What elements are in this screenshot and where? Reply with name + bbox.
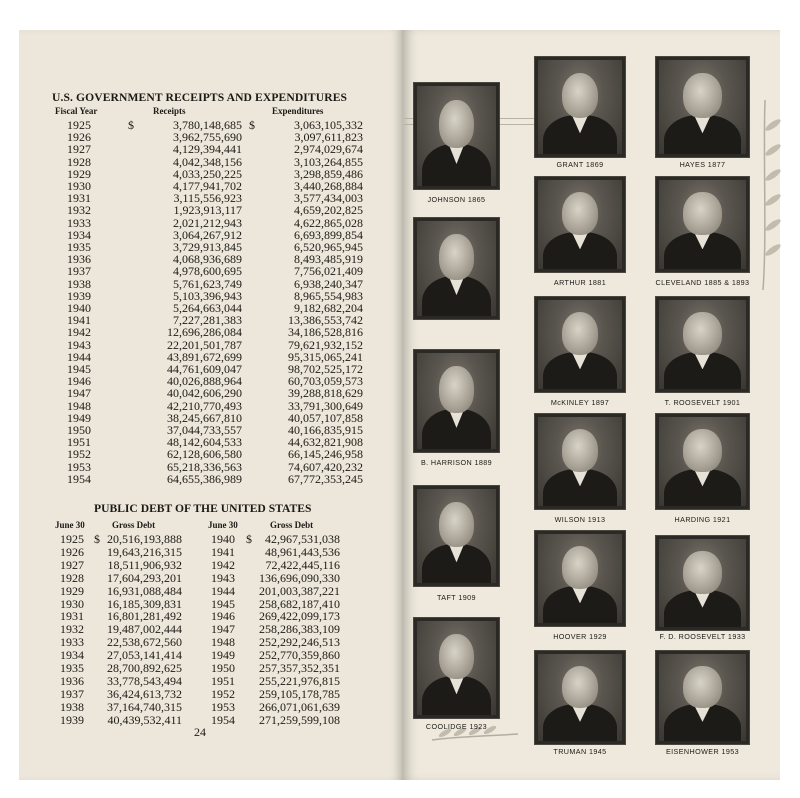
receipts-year: 1937 <box>67 264 91 279</box>
portrait-caption: B. HARRISON 1889 <box>420 458 493 467</box>
receipts-year: 1945 <box>67 362 91 376</box>
expenditures-value: 98,702,525,172 <box>288 362 363 376</box>
portrait-frame <box>534 176 626 273</box>
portrait-face <box>562 546 599 589</box>
currency-symbol: $ <box>249 118 255 132</box>
receipts-year: 1928 <box>67 154 91 169</box>
receipts-year: 1953 <box>67 459 91 474</box>
debt-year: 1927 <box>60 557 84 572</box>
expenditures-value: 74,607,420,232 <box>288 459 363 474</box>
debt-value: 20,516,193,888 <box>107 532 182 546</box>
expenditures-value: 95,315,065,241 <box>288 349 363 364</box>
debt-left-june30-header: June 30 <box>55 520 85 530</box>
debt-right-june30-header: June 30 <box>208 520 238 530</box>
debt-value: 16,801,281,492 <box>107 609 182 624</box>
debt-year: 1926 <box>60 544 84 559</box>
expenditures-value: 67,772,353,245 <box>288 471 363 486</box>
portrait-photo <box>538 534 622 623</box>
debt-year: 1944 <box>211 583 235 598</box>
portrait-face <box>439 100 474 148</box>
expenditures-value: 3,097,611,823 <box>294 130 363 145</box>
portrait-face <box>562 429 599 472</box>
receipts-value: 5,761,623,749 <box>173 276 242 291</box>
portrait-caption: HARDING 1921 <box>674 515 731 524</box>
portrait-photo <box>417 489 496 583</box>
debt-value: 18,511,906,932 <box>107 557 182 572</box>
receipts-value: 37,044,733,557 <box>167 423 242 437</box>
portrait-caption: GRANT 1869 <box>556 160 604 169</box>
debt-year: 1928 <box>60 570 84 585</box>
page-number: 24 <box>194 725 206 739</box>
portrait-caption: WILSON 1913 <box>554 515 606 524</box>
receipts-year: 1940 <box>67 301 91 315</box>
receipts-value: 4,129,394,441 <box>173 142 242 157</box>
receipts-year: 1954 <box>67 471 91 486</box>
portrait-photo <box>417 221 496 316</box>
portrait-photo <box>417 86 496 186</box>
receipts-value: 3,064,267,912 <box>173 227 242 242</box>
portrait-face <box>683 312 721 355</box>
expenditures-value: 7,756,021,409 <box>294 264 363 279</box>
debt-year: 1951 <box>211 673 235 688</box>
debt-value: 252,292,246,513 <box>259 635 340 650</box>
portrait-photo <box>659 417 746 506</box>
portrait-frame <box>534 650 626 745</box>
debt-value: 40,439,532,411 <box>107 712 182 727</box>
receipts-year: 1929 <box>67 166 91 181</box>
portrait-photo <box>417 621 496 715</box>
expenditures-value: 3,298,859,486 <box>294 166 363 181</box>
receipts-year: 1946 <box>67 374 91 389</box>
debt-value: 136,696,090,330 <box>259 570 340 585</box>
receipts-value: 4,033,250,225 <box>173 166 242 181</box>
receipts-value: 40,042,606,290 <box>167 386 242 401</box>
portrait-caption: McKINLEY 1897 <box>550 398 610 407</box>
debt-year: 1952 <box>211 686 235 701</box>
debt-year: 1930 <box>60 596 84 611</box>
debt-year: 1925 <box>60 532 84 546</box>
expenditures-value: 3,440,268,884 <box>294 179 363 193</box>
debt-year: 1953 <box>211 699 235 714</box>
expenditures-value: 3,103,264,855 <box>294 154 363 169</box>
expenditures-value: 33,791,300,649 <box>288 398 363 413</box>
debt-value: 201,003,387,221 <box>259 583 340 598</box>
portrait-frame <box>413 485 500 587</box>
laurel-ornament-icon <box>745 95 785 295</box>
portrait-face <box>562 666 599 708</box>
debt-value: 27,053,141,414 <box>107 648 182 663</box>
receipts-year: 1935 <box>67 240 91 254</box>
debt-year: 1954 <box>211 712 235 727</box>
debt-value: 28,700,892,625 <box>107 661 182 675</box>
fiscal-year-header: Fiscal Year <box>55 106 98 116</box>
debt-left-gross-header: Gross Debt <box>112 520 156 530</box>
currency-symbol: $ <box>246 532 252 546</box>
receipts-year: 1952 <box>67 447 91 462</box>
receipts-year: 1951 <box>67 435 91 450</box>
portrait-caption: HOOVER 1929 <box>553 632 607 641</box>
debt-value: 258,682,187,410 <box>259 596 340 611</box>
portrait-face <box>439 234 474 280</box>
debt-value: 19,643,216,315 <box>107 544 182 559</box>
debt-year: 1940 <box>211 532 235 546</box>
receipts-value: 4,978,600,695 <box>173 264 242 279</box>
portrait-photo <box>538 60 622 154</box>
debt-right-gross-header: Gross Debt <box>270 520 314 530</box>
expenditures-value: 9,182,682,204 <box>294 301 363 315</box>
expenditures-value: 6,938,240,347 <box>294 276 363 291</box>
debt-value: 36,424,613,732 <box>107 686 182 701</box>
debt-value: 37,164,740,315 <box>107 699 182 714</box>
portrait-caption: COOLIDGE 1923 <box>425 722 488 731</box>
expenditures-value: 6,520,965,945 <box>294 240 363 254</box>
debt-value: 16,185,309,831 <box>107 596 182 611</box>
receipts-year: 1933 <box>67 215 91 230</box>
portrait-caption: GARFIELD 1881 <box>426 303 487 312</box>
portrait-face <box>683 429 721 472</box>
portrait-face <box>562 312 599 355</box>
debt-year: 1947 <box>211 622 235 637</box>
expenditures-value: 60,703,059,573 <box>288 374 363 389</box>
expenditures-value: 2,974,029,674 <box>294 142 363 157</box>
debt-year: 1945 <box>211 596 235 611</box>
portrait-caption: TRUMAN 1945 <box>553 747 607 756</box>
debt-year: 1939 <box>60 712 84 727</box>
debt-year: 1942 <box>211 557 235 572</box>
receipts-year: 1926 <box>67 130 91 145</box>
portrait-face <box>683 551 721 593</box>
receipts-year: 1950 <box>67 423 91 437</box>
expenditures-header: Expenditures <box>272 106 324 116</box>
debt-year: 1929 <box>60 583 84 598</box>
expenditures-value: 66,145,246,958 <box>288 447 363 462</box>
expenditures-value: 4,622,865,028 <box>294 215 363 230</box>
receipts-year: 1947 <box>67 386 91 401</box>
debt-value: 22,538,672,560 <box>107 635 182 650</box>
receipts-value: 22,201,501,787 <box>167 337 242 352</box>
debt-value: 266,071,061,639 <box>259 699 340 714</box>
expenditures-value: 39,288,818,629 <box>288 386 363 401</box>
portrait-face <box>683 666 721 708</box>
debt-year: 1933 <box>60 635 84 650</box>
expenditures-value: 8,493,485,919 <box>294 252 363 267</box>
portrait-caption: T. ROOSEVELT 1901 <box>664 398 741 407</box>
receipts-year: 1944 <box>67 349 91 364</box>
receipts-value: 3,962,755,690 <box>173 130 242 145</box>
portrait-photo <box>659 60 746 154</box>
portrait-caption: JOHNSON 1865 <box>427 195 486 204</box>
debt-value: 33,778,543,494 <box>107 673 182 688</box>
debt-year: 1943 <box>211 570 235 585</box>
currency-symbol: $ <box>94 532 100 546</box>
receipts-value: 3,729,913,845 <box>173 240 242 254</box>
portrait-face <box>439 634 474 679</box>
receipts-value: 44,761,609,047 <box>167 362 242 376</box>
debt-title: PUBLIC DEBT OF THE UNITED STATES <box>94 502 312 515</box>
expenditures-value: 44,632,821,908 <box>288 435 363 450</box>
portrait-face <box>562 192 599 235</box>
receipts-value: 12,696,286,084 <box>167 325 242 340</box>
receipts-year: 1942 <box>67 325 91 340</box>
expenditures-value: 13,386,553,742 <box>288 313 363 328</box>
debt-year: 1935 <box>60 661 84 675</box>
debt-value: 271,259,599,108 <box>259 712 340 727</box>
debt-year: 1932 <box>60 622 84 637</box>
portrait-photo <box>538 654 622 741</box>
receipts-value: 5,264,663,044 <box>173 301 242 315</box>
debt-value: 255,221,976,815 <box>259 673 340 688</box>
receipts-value: 42,210,770,493 <box>167 398 242 413</box>
portrait-frame <box>534 296 626 393</box>
receipts-year: 1938 <box>67 276 91 291</box>
portrait-photo <box>538 180 622 269</box>
portrait-frame <box>413 349 500 453</box>
portrait-frame <box>655 56 750 158</box>
expenditures-value: 40,166,835,915 <box>288 423 363 437</box>
receipts-value: 4,068,936,689 <box>173 252 242 267</box>
receipts-year: 1925 <box>67 118 91 132</box>
receipts-year: 1949 <box>67 410 91 425</box>
portrait-face <box>683 192 721 235</box>
portrait-face <box>683 73 721 118</box>
receipts-year: 1934 <box>67 227 91 242</box>
portrait-frame <box>534 413 626 510</box>
portrait-frame <box>655 176 750 273</box>
portrait-caption: EISENHOWER 1953 <box>665 747 740 756</box>
expenditures-value: 8,965,554,983 <box>294 288 363 303</box>
receipts-value: 5,103,396,943 <box>173 288 242 303</box>
debt-value: 17,604,293,201 <box>107 570 182 585</box>
portrait-frame <box>655 413 750 510</box>
expenditures-value: 79,621,932,152 <box>288 337 363 352</box>
receipts-value: 62,128,606,580 <box>167 447 242 462</box>
receipts-year: 1931 <box>67 191 91 206</box>
receipts-value: 3,115,556,923 <box>173 191 242 206</box>
receipts-value: 40,026,888,964 <box>167 374 242 389</box>
debt-value: 48,961,443,536 <box>265 544 340 559</box>
expenditures-value: 3,577,434,003 <box>294 191 363 206</box>
portrait-photo <box>659 654 746 741</box>
receipts-value: 7,227,281,383 <box>173 313 242 328</box>
debt-value: 259,105,178,785 <box>259 686 340 701</box>
debt-value: 42,967,531,038 <box>265 532 340 546</box>
receipts-value: 4,042,348,156 <box>173 154 242 169</box>
debt-year: 1950 <box>211 661 235 675</box>
receipts-value: 64,655,386,989 <box>167 471 242 486</box>
receipts-year: 1939 <box>67 288 91 303</box>
portrait-frame <box>655 296 750 393</box>
portrait-face <box>439 502 474 547</box>
expenditures-value: 6,693,899,854 <box>294 227 363 242</box>
debt-value: 19,487,002,444 <box>107 622 182 637</box>
portrait-frame <box>534 56 626 158</box>
receipts-year: 1943 <box>67 337 91 352</box>
portrait-caption: TAFT 1909 <box>437 593 476 602</box>
receipts-value: 4,177,941,702 <box>173 179 242 193</box>
portrait-caption: ARTHUR 1881 <box>553 278 607 287</box>
receipts-value: 38,245,667,810 <box>167 410 242 425</box>
portrait-photo <box>538 417 622 506</box>
portrait-frame <box>413 617 500 719</box>
debt-year: 1937 <box>60 686 84 701</box>
receipts-value: 1,923,913,117 <box>173 203 242 218</box>
debt-value: 258,286,383,109 <box>259 622 340 637</box>
portrait-frame <box>413 82 500 190</box>
currency-symbol: $ <box>128 118 134 132</box>
portrait-photo <box>538 300 622 389</box>
debt-year: 1949 <box>211 648 235 663</box>
debt-year: 1946 <box>211 609 235 624</box>
portrait-face <box>562 73 599 118</box>
receipts-year: 1948 <box>67 398 91 413</box>
expenditures-value: 4,659,202,825 <box>294 203 363 218</box>
receipts-value: 2,021,212,943 <box>173 215 242 230</box>
portrait-caption: HAYES 1877 <box>679 160 726 169</box>
portrait-caption: CLEVELAND 1885 & 1893 <box>655 278 750 287</box>
portrait-photo <box>659 300 746 389</box>
receipts-value: 48,142,604,533 <box>167 435 242 450</box>
portrait-caption: F. D. ROOSEVELT 1933 <box>659 632 746 641</box>
receipts-title: U.S. GOVERNMENT RECEIPTS AND EXPENDITURES <box>52 91 348 104</box>
expenditures-value: 3,063,105,332 <box>294 118 363 132</box>
debt-year: 1938 <box>60 699 84 714</box>
debt-year: 1934 <box>60 648 84 663</box>
portrait-photo <box>417 353 496 449</box>
portrait-photo <box>659 180 746 269</box>
receipts-value: 3,780,148,685 <box>173 118 242 132</box>
portrait-photo <box>659 539 746 627</box>
receipts-year: 1930 <box>67 179 91 193</box>
receipts-year: 1927 <box>67 142 91 157</box>
expenditures-value: 40,057,107,858 <box>288 410 363 425</box>
debt-value: 269,422,099,173 <box>259 609 340 624</box>
portrait-frame <box>655 650 750 745</box>
receipts-year: 1936 <box>67 252 91 267</box>
portrait-face <box>439 366 474 412</box>
portrait-frame <box>655 535 750 631</box>
debt-year: 1948 <box>211 635 235 650</box>
receipts-value: 65,218,336,563 <box>167 459 242 474</box>
debt-value: 252,770,359,860 <box>259 648 340 663</box>
expenditures-value: 34,186,528,816 <box>288 325 363 340</box>
debt-value: 72,422,445,116 <box>265 557 340 572</box>
debt-year: 1936 <box>60 673 84 688</box>
debt-value: 257,357,352,351 <box>259 661 340 675</box>
debt-value: 16,931,088,484 <box>107 583 182 598</box>
receipts-value: 43,891,672,699 <box>167 349 242 364</box>
debt-year: 1931 <box>60 609 84 624</box>
debt-year: 1941 <box>211 544 235 559</box>
portrait-frame <box>534 530 626 627</box>
receipts-year: 1932 <box>67 203 91 218</box>
receipts-header: Receipts <box>153 106 186 116</box>
receipts-year: 1941 <box>67 313 91 328</box>
